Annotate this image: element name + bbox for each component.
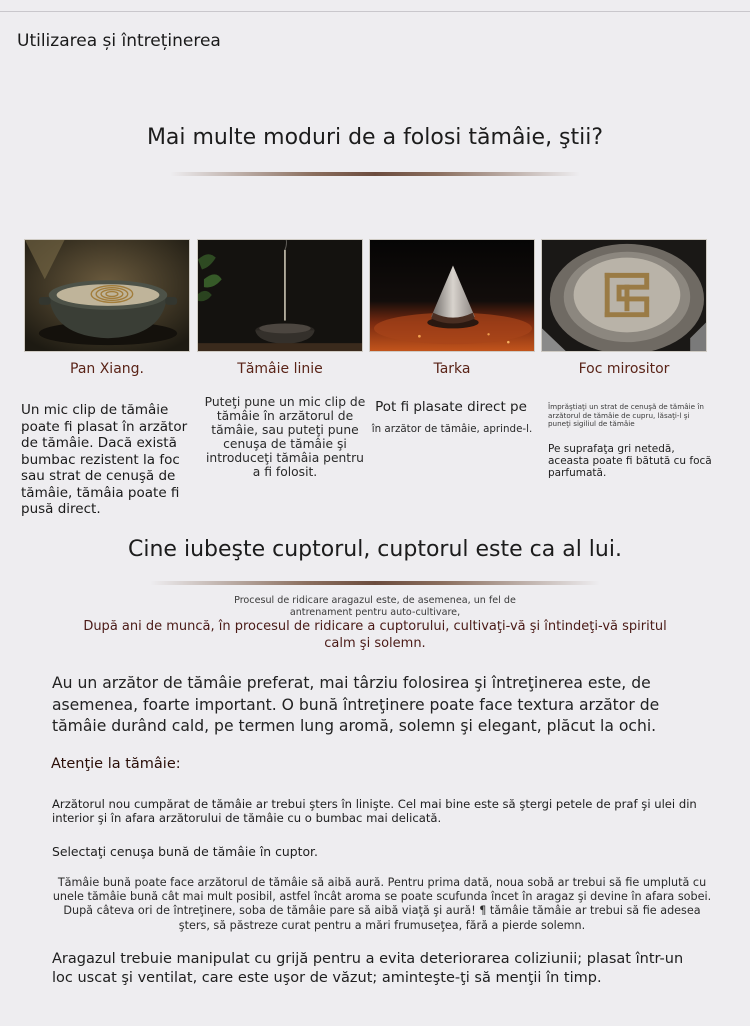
fragrant-fire-description: Pe suprafaţa gri netedă, aceasta poate fi bătută cu focă parfumată. xyxy=(548,443,712,479)
caption-tarka: Tarka xyxy=(433,361,471,377)
attention-paragraph-4: Aragazul trebuie manipulat cu grijă pentru a evita deteriorarea coliziunii; plasat într-un loc uscat şi ventilat, care este uşor de văzut; aminteşte-ţi să menţii în timp. xyxy=(52,951,684,986)
image-cone-incense xyxy=(369,239,535,352)
attention-paragraph-1: Arzătorul nou cumpărat de tămâie ar trebui şters în linişte. Cel mai bine este să ştergi petele de praf şi ulei din interior şi în afara arzătorului de tămâie cu o bumbac mai delicată. xyxy=(52,797,697,825)
fragrant-fire-description-small: Împrăştiaţi un strat de cenuşă de tămâie în arzătorul de tămâie de cupru, lăsaţi-l şi puneţi sigiliul de tămâie xyxy=(548,402,704,428)
image-incense-seal xyxy=(541,239,707,352)
page-title: Utilizarea și întreținerea xyxy=(17,31,221,51)
intro-highlight-text xyxy=(0,619,750,652)
attention-paragraph-3: Tămâie bună poate face arzătorul de tămâie să aibă aură. Pentru prima dată, noua sobă ar trebui să fie umplută cu unele tămâie bună cât mai mult posibil, astfel încât aroma se poate scufunda încet în aragaz şi devine în afara sobei. După câteva ori de întreţinere, soba de tămâie pare să aibă viaţă şi aură! ¶ tămâie tămâie ar trebui să fie adesea şters, să păstreze curat pentru a mări frumuseţea, fără a pierde solemn. xyxy=(52,876,712,932)
line-incense-description: Puteţi pune un mic clip de tămâie în arzătorul de tămâie, sau puteţi pune cenuşa de tămâie şi introduceţi tămâia pentru a fi folosit. xyxy=(204,395,366,479)
maintenance-paragraph: Au un arzător de tămâie preferat, mai târziu folosirea şi întreţinerea este, de asemenea, foarte important. O bună întreţinere poate face textura arzător de tămâie durând cald, pe termen lung aromă, solemn şi elegant, plăcut la ochi. xyxy=(52,674,660,735)
intro-small-line: Procesul de ridicare aragazul este, de asemenea, un fel de antrenament pentru auto-cultivare, xyxy=(234,595,516,618)
heading-divider xyxy=(170,172,580,176)
caption-line-incense: Tămâie linie xyxy=(237,361,323,377)
intro-small-text xyxy=(0,595,750,618)
image-coil-incense xyxy=(24,239,190,352)
intro-highlight-line: După ani de muncă, în procesul de ridicare a cuptorului, cultivaţi-vă şi întindeţi-vă spiritul calm şi solemn. xyxy=(83,619,667,651)
top-divider xyxy=(0,11,750,12)
section-heading-furnace: Cine iubeşte cuptorul, cuptorul este ca al lui. xyxy=(128,537,622,562)
attention-paragraph-2: Selectaţi cenuşa bună de tămâie în cuptor. xyxy=(52,844,318,859)
tarka-description-line2: în arzător de tămâie, aprinde-l. xyxy=(371,423,533,435)
image-stick-incense xyxy=(197,239,363,352)
attention-heading: Atenţie la tămâie: xyxy=(51,756,181,772)
pan-xiang-description: Un mic clip de tămâie poate fi plasat în arzător de tămâie. Dacă există bumbac rezistent la foc sau strat de cenuşă de tămâie, tămâia poate fi pusă direct. xyxy=(21,402,188,517)
tarka-description-line1: Pot fi plasate direct pe xyxy=(375,399,527,415)
caption-fragrant-fire: Foc mirositor xyxy=(578,361,670,377)
heading-divider-2 xyxy=(150,581,600,585)
section-heading-uses: Mai multe moduri de a folosi tămâie, ştii? xyxy=(146,125,604,150)
caption-pan-xiang: Pan Xiang. xyxy=(70,361,144,377)
